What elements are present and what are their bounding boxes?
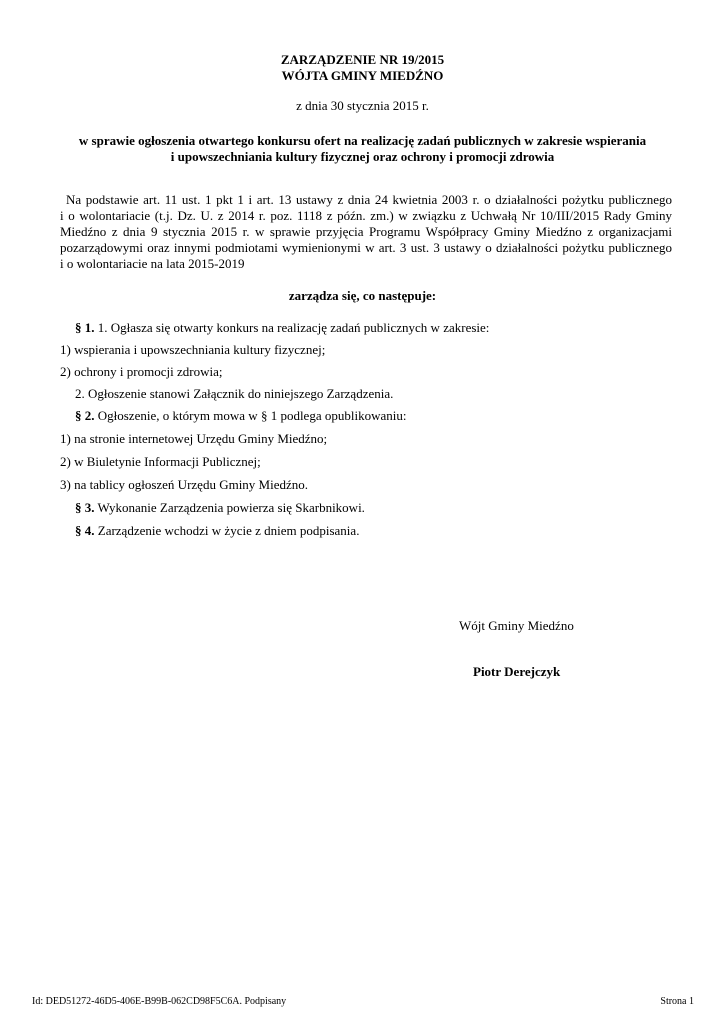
preamble-line3: Miedźno z dnia 9 stycznia 2015 r. w sprawie przyjęcia Programu Współpracy Gminy Miedźno z organizacjami	[60, 224, 672, 239]
signature-office: Wójt Gminy Miedźno	[459, 618, 574, 633]
section-2-text: Ogłoszenie, o którym mowa w § 1 podlega opublikowaniu:	[94, 408, 407, 423]
section-2	[75, 408, 406, 424]
footer-page-number: Strona 1	[660, 996, 694, 1007]
preamble-line2: i o wolontariacie (t.j. Dz. U. z 2014 r. poz. 1118 z późn. zm.) w związku z Uchwałą Nr 10/III/2015 Rady Gminy	[60, 208, 672, 223]
document-title-line2: WÓJTA GMINY MIEDŹNO	[281, 68, 444, 83]
section-1-item-1: 1) wspierania i upowszechniania kultury fizycznej;	[60, 342, 326, 357]
section-4	[75, 523, 359, 539]
preamble-line4: pozarządowymi oraz innymi podmiotami wymienionymi w art. 3 ust. 3 ustawy o działalności pożytku publicznego	[60, 240, 672, 255]
document-date: z dnia 30 stycznia 2015 r.	[296, 98, 429, 113]
section-3-text: Wykonanie Zarządzenia powierza się Skarbnikowi.	[94, 500, 365, 515]
decree-heading: zarządza się, co następuje:	[288, 288, 437, 303]
section-1-point-2: 2. Ogłoszenie stanowi Załącznik do niniejszego Zarządzenia.	[75, 386, 394, 401]
section-4-text: Zarządzenie wchodzi w życie z dniem podpisania.	[94, 523, 360, 538]
subject-line1: w sprawie ogłoszenia otwartego konkursu ofert na realizację zadań publicznych w zakresie wspierania	[78, 133, 647, 148]
signature-name: Piotr Derejczyk	[473, 664, 561, 679]
footer-document-id: Id: DED51272-46D5-406E-B99B-062CD98F5C6A. Podpisany	[32, 996, 287, 1007]
section-3-mark: § 3.	[75, 500, 95, 515]
section-2-item-2: 2) w Biuletynie Informacji Publicznej;	[60, 454, 261, 469]
preamble-line1: Na podstawie art. 11 ust. 1 pkt 1 i art. 13 ustawy z dnia 24 kwietnia 2003 r. o działalności pożytku publicznego	[66, 192, 672, 207]
section-1	[75, 320, 489, 336]
section-1-text: 1. Ogłasza się otwarty konkurs na realizację zadań publicznych w zakresie:	[94, 320, 490, 335]
subject-line2: i upowszechniania kultury fizycznej oraz ochrony i promocji zdrowia	[170, 149, 555, 164]
section-2-mark: § 2.	[75, 408, 95, 423]
section-2-item-1: 1) na stronie internetowej Urzędu Gminy Miedźno;	[60, 431, 328, 446]
section-1-mark: § 1.	[75, 320, 95, 335]
preamble-line5: i o wolontariacie na lata 2015-2019	[60, 256, 245, 271]
section-3	[75, 500, 365, 516]
section-4-mark: § 4.	[75, 523, 95, 538]
preamble	[60, 192, 672, 272]
document-title-line1: ZARZĄDZENIE NR 19/2015	[280, 52, 445, 67]
section-2-item-3: 3) na tablicy ogłoszeń Urzędu Gminy Miedźno.	[60, 477, 309, 492]
section-1-item-2: 2) ochrony i promocji zdrowia;	[60, 364, 223, 379]
